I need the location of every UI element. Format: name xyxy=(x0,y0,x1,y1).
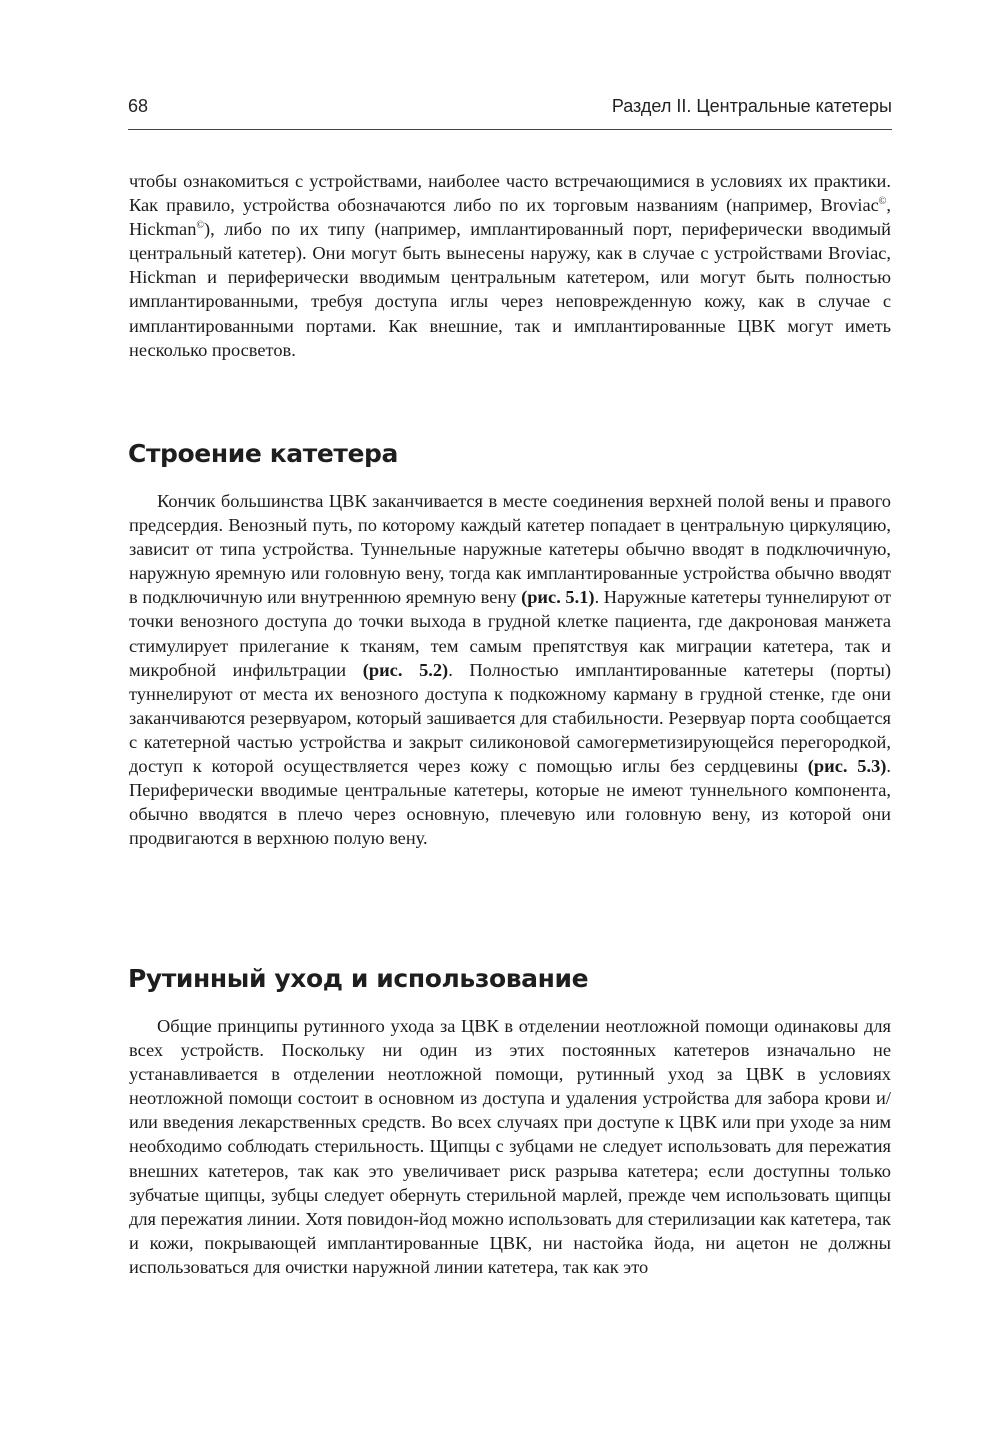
figure-ref-5-2: (рис. 5.2) xyxy=(362,659,449,680)
copyright-mark-2: © xyxy=(196,220,205,232)
page-header xyxy=(128,96,892,130)
section2-paragraph-block xyxy=(129,1014,891,1279)
intro-paragraph xyxy=(129,169,891,362)
figure-ref-5-3: (рис. 5.3) xyxy=(807,756,887,777)
section1-paragraph xyxy=(129,489,891,850)
intro-text-3: ), либо по их типу (например, имплантированный порт, периферически вводимый центральный катетер). Они могут быть вынесены наружу, как в случае с устройствами Broviac, Hickman и периферически вводимым центральным катетером, или могут быть полностью имплантированными, требуя доступа иглы через неповрежденную кожу, как в случае с имплантированными портами. Как внешние, так и имплантированные ЦВК могут иметь несколько просветов. xyxy=(129,219,891,360)
section1-text-2: . Наружные катетеры туннелируют от точки венозного доступа до точки выхода в грудной клетке пациента, где дакроновая манжета стимулирует прилегание к тканям, тем самым препятствуя как миграции катетера, так и микробной инфильтрации xyxy=(129,587,891,680)
page-number: 68 xyxy=(128,96,149,116)
header-rule xyxy=(128,129,892,130)
section1-text-1: Кончик большинства ЦВК заканчивается в месте соединения верхней полой вены и правого предсердия. Венозный путь, по которому каждый катетер попадает в центральную циркуляцию, зависит от типа устройства. Туннельные наружные катетеры обычно вводят в подключичную, наружную яремную или головную вену, тогда как имплантированные устройства обычно вводят в подключичную или внутреннюю яремную вену xyxy=(129,491,891,608)
intro-paragraph-block xyxy=(129,169,891,362)
copyright-mark-1: © xyxy=(878,195,887,207)
figure-ref-5-1: (рис. 5.1) xyxy=(521,587,595,608)
section1-text-4: . Периферически вводимые центральные катетеры, которые не имеют туннельного компонента, обычно вводятся в плечо через основную, плечевую или головную вену, из которой они продвигаются в верхнюю полую вену. xyxy=(129,756,891,849)
intro-text-2: , Hickman xyxy=(129,195,891,240)
intro-text-1: чтобы ознакомиться с устройствами, наиболее часто встречающимися в условиях их практики. Как правило, устройства обозначаются либо по их торговым названиям (например, Broviac xyxy=(129,171,891,216)
section1-paragraph-block xyxy=(129,489,891,850)
section-heading-routine-care: Рутинный уход и использование xyxy=(128,964,589,993)
running-head: Раздел II. Центральные катетеры xyxy=(611,96,892,116)
section-heading-catheter-structure: Строение катетера xyxy=(128,439,399,468)
section1-text-3: . Полностью имплантированные катетеры (порты) туннелируют от места их венозного доступа к подкожному карману в грудной стенке, где они заканчиваются резервуаром, который зашивается для стабильности. Резервуар порта сообщается с катетерной частью устройства и закрыт силиконовой самогерметизирующейся перегородкой, доступ к которой осуществляется через кожу с помощью иглы без сердцевины xyxy=(129,659,892,777)
section2-paragraph: Общие принципы рутинного ухода за ЦВК в отделении неотложной помощи одинаковы для всех устройств. Поскольку ни один из этих постоянных катетеров изначально не устанавливается в отделении неотложной помощи, рутинный уход за ЦВК в условиях неотложной помощи состоит в основном из доступа и удаления устройства для забора крови и/или введения лекарственных средств. Во всех случаях при доступе к ЦВК или при уходе за ним необходимо соблюдать стерильность. Щипцы с зубцами не следует использовать для пережатия внешних катетеров, так как это увеличивает риск разрыва катетера; если доступны только зубчатые щипцы, зубцы следует обернуть стерильной марлей, прежде чем использовать щипцы для пережатия линии. Хотя повидон-йод можно использовать для стерилизации как катетера, так и кожи, покрывающей имплантированные ЦВК, ни настойка йода, ни ацетон не должны использоваться для очистки наружной линии катетера, так как это xyxy=(129,1016,891,1277)
